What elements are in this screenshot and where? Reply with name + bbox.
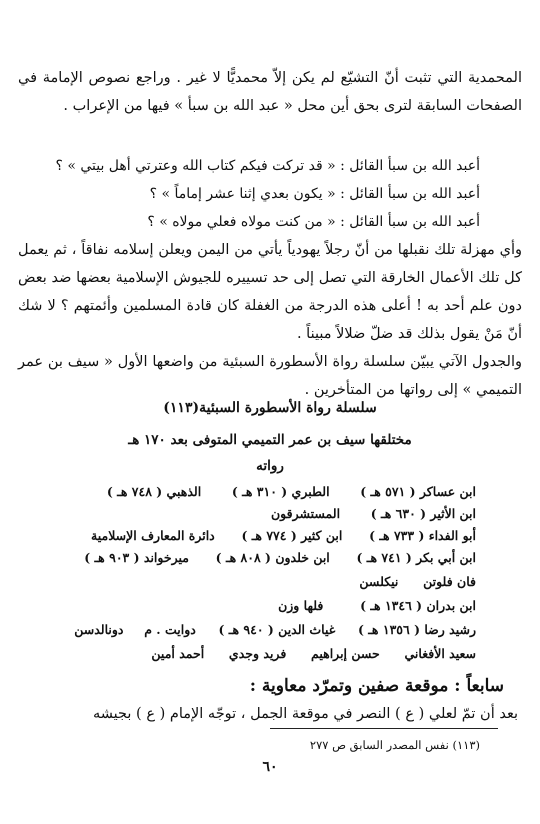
table-cell: دائرة المعارف الإسلامية	[91, 528, 215, 543]
table-cell: ابن بدران ( ١٣٤٦ هـ )	[360, 598, 476, 613]
table-cell: ميرخواند ( ٩٠٣ هـ )	[84, 550, 189, 565]
table-row	[151, 646, 476, 661]
question-3: أعبد الله بن سبأ القائل : « من كنت مولاه فعلي مولاه » ؟	[147, 214, 480, 230]
table-cell: أبو الفداء ( ٧٣٣ هـ )	[369, 528, 476, 543]
table-label: رواته	[256, 458, 284, 474]
table-title: سلسلة رواة الأسطورة السبئية(١١٣)	[163, 400, 377, 416]
footnote: (١١٣) نفس المصدر السابق ص ٢٧٧	[309, 738, 480, 752]
table-row	[359, 574, 476, 589]
table-cell: فان فلوتن	[423, 574, 476, 589]
table-cell: الطبري ( ٣١٠ هـ )	[231, 484, 330, 499]
table-cell: دوايت . م	[144, 622, 196, 637]
table-cell: الذهبي ( ٧٤٨ هـ )	[106, 484, 202, 499]
page-number: ٦٠	[262, 759, 278, 775]
table-cell: فلها وزن	[278, 598, 324, 613]
table-row	[74, 622, 476, 637]
table-cell: ابن عساكر ( ٥٧١ هـ )	[360, 484, 476, 499]
table-cell: غياث الدين ( ٩٤٠ هـ )	[218, 622, 336, 637]
table-cell: رشيد رضا ( ١٣٥٦ هـ )	[357, 622, 476, 637]
table-cell: نيكلسن	[359, 574, 399, 589]
table-cell: دونالدسن	[74, 622, 124, 637]
table-row	[107, 484, 476, 499]
argument-paragraph: وأي مهزلة تلك نقبلها من أنّ رجلاً يهودياً يأتي من اليمن ويعلن إسلامه نفاقاً ، ثم يعمل كل تلك الأعمال الخارقة التي تصل إلى حد تسييره للجيوش الإسلامية بعضها ضد بعض دون علم أحد به ! أعلى هذه الدرجة من الغفلة كان قادة المسلمين وأئمتهم ؟ لا شك أنّ مَنْ يقول بذلك قد ضلّ ضلالاً مبيناً .	[18, 242, 522, 342]
table-row	[91, 528, 476, 543]
question-2: أعبد الله بن سبأ القائل : « يكون بعدي إثنا عشر إماماً » ؟	[149, 186, 480, 202]
table-cell: حسن إبراهيم	[311, 646, 380, 661]
table-cell: ابن كثير ( ٧٧٤ هـ )	[241, 528, 343, 543]
table-cell: ابن الأثير ( ٦٣٠ هـ )	[370, 506, 476, 521]
table-row	[278, 598, 476, 613]
question-1: أعبد الله بن سبأ القائل : « قد تركت فيكم كتاب الله وعترتي أهل بيتي » ؟	[55, 158, 480, 174]
table-cell: ابن أبي بكر ( ٧٤١ هـ )	[356, 550, 476, 565]
table-cell: أحمد أمين	[151, 646, 205, 661]
table-cell: المستشرقون	[270, 506, 341, 521]
table-cell: سعيد الأفغاني	[404, 646, 476, 661]
intro-paragraph: المحمدية التي تثبت أنّ التشيّع لم يكن إلاّ محمديًّا لا غير . وراجع نصوص الإمامة في الصفحات السابقة لترى بحق أين محل « عبد الله بن سبأ » فيها من الإعراب .	[18, 70, 522, 114]
table-subtitle: مختلقها سيف بن عمر التميمي المتوفى بعد ١٧٠ هـ	[128, 432, 412, 448]
section-heading: سابعاً : موقعة صفين وتمرّد معاوية :	[249, 676, 504, 696]
table-row	[271, 506, 476, 521]
table-row	[84, 550, 476, 565]
table-intro-paragraph: والجدول الآتي يبيّن سلسلة رواة الأسطورة السبئية من واضعها الأول « سيف بن عمر التميمي » إلى رواتها من المتأخرين .	[18, 354, 522, 398]
table-cell: ابن خلدون ( ٨٠٨ هـ )	[215, 550, 330, 565]
footnote-divider	[270, 728, 498, 729]
table-cell: فريد وجدي	[228, 646, 287, 661]
section-first-line: بعد أن تمّ لعلي ( ع ) النصر في موقعة الجمل ، توجّه الإمام ( ع ) بجيشه	[92, 706, 518, 722]
